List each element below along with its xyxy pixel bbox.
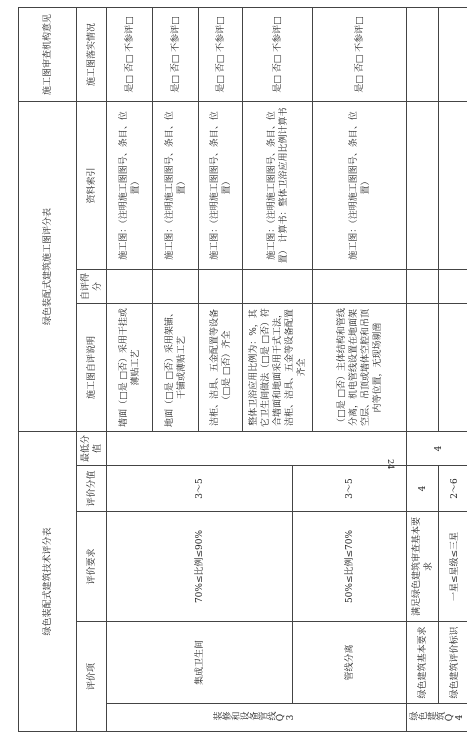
row-requirement: 满足绿色建筑审查基本要求 <box>407 512 439 622</box>
category-decoration <box>107 704 407 732</box>
row-self-desc: 地面（□是 □否）采用架铺、干铺或薄贴工艺 <box>153 304 199 432</box>
row-self-desc: 墙面（□是 □否）采用干挂或薄贴工艺 <box>107 304 153 432</box>
row-score: 2～6 <box>439 466 467 512</box>
row-review: 是□ 否□ 不参评□ <box>153 7 199 101</box>
row-self-score <box>439 270 467 304</box>
row-score: 4 <box>407 466 439 512</box>
page-number: 24 <box>386 459 395 470</box>
row-min <box>107 431 407 465</box>
construction-drawing-score-table <box>18 7 467 432</box>
row-review <box>407 7 439 101</box>
row-requirement: 50%≤比例≤70% <box>293 512 407 622</box>
row-item: 绿色建筑基本要求 <box>407 622 439 704</box>
row-index <box>407 101 439 269</box>
row-item: 集成卫生间 <box>107 622 293 704</box>
row-index: 施工图：（注明施工图图号、条目、位置） <box>153 101 199 269</box>
header-review-group: 施工图审查机构意见 <box>19 7 77 101</box>
category-decoration-label: 装修和设备管线Q3 <box>213 712 296 723</box>
header-score: 评价分值 <box>77 466 107 512</box>
row-self-score <box>407 270 439 304</box>
row-self-desc <box>407 304 439 432</box>
row-self-score <box>313 270 407 304</box>
row-self-desc: （□是 □否）主体结构和管线分离，机电管线设置在地面架空层、吊顶或墙体空腔和吊顶内等位置，无现场剔凿 <box>313 304 407 432</box>
row-self-score <box>243 270 313 304</box>
row-item: 绿色建筑评价标识 <box>439 622 467 704</box>
row-review: 是□ 否□ 不参评□ <box>313 7 407 101</box>
row-self-score <box>199 270 243 304</box>
row-requirement: 70%≤比例≤90% <box>107 512 293 622</box>
row-self-desc: 整体卫浴应用比例为：%，其它卫生间做法（□是 □否）符合墙面和地面采用干式工法，洁柜、洁具、五金等设备配置齐全 <box>243 304 313 432</box>
row-self-desc <box>439 304 467 432</box>
technical-score-table <box>18 431 467 732</box>
row-self-desc: 洁柜、洁具、五金配置等设备（□是 □否）齐全 <box>199 304 243 432</box>
row-index: 施工图：（注明施工图图号、条目、位置） 计算书：整体卫浴应用比例计算书 <box>243 101 313 269</box>
header-self-score: 自评得分 <box>77 270 107 304</box>
row-index: 施工图：（注明施工图图号、条目、位置） <box>107 101 153 269</box>
header-self-desc: 施工图自评说明 <box>77 304 107 432</box>
row-index: 施工图：（注明施工图图号、条目、位置） <box>199 101 243 269</box>
row-review <box>439 7 467 101</box>
header-requirement: 评价要求 <box>77 512 107 622</box>
row-review: 是□ 否□ 不参评□ <box>243 7 313 101</box>
header-item: 评价项 <box>77 622 107 732</box>
row-score: 3～5 <box>293 466 407 512</box>
row-requirement: 一星≤星级≤三星 <box>439 512 467 622</box>
drawing-table-title: 绿色装配式建筑施工图评分表 <box>19 101 77 431</box>
category-green-label: 绿色建筑Q4 <box>408 712 465 723</box>
category-green <box>407 704 467 732</box>
row-min: 4 <box>407 431 467 465</box>
row-self-score <box>107 270 153 304</box>
header-review-sub: 施工图落实情况 <box>77 7 107 101</box>
technical-table-title: 绿色装配式建筑技术评分表 <box>19 431 77 731</box>
row-index: 施工图：（注明施工图图号、条目、位置） <box>313 101 407 269</box>
row-item: 管线分离 <box>293 622 407 704</box>
row-review: 是□ 否□ 不参评□ <box>107 7 153 101</box>
header-index: 资料索引 <box>77 101 107 269</box>
row-score: 3～5 <box>107 466 293 512</box>
row-review: 是□ 否□ 不参评□ <box>199 7 243 101</box>
row-index <box>439 101 467 269</box>
header-min-score: 最低分值 <box>77 431 107 465</box>
row-self-score <box>153 270 199 304</box>
